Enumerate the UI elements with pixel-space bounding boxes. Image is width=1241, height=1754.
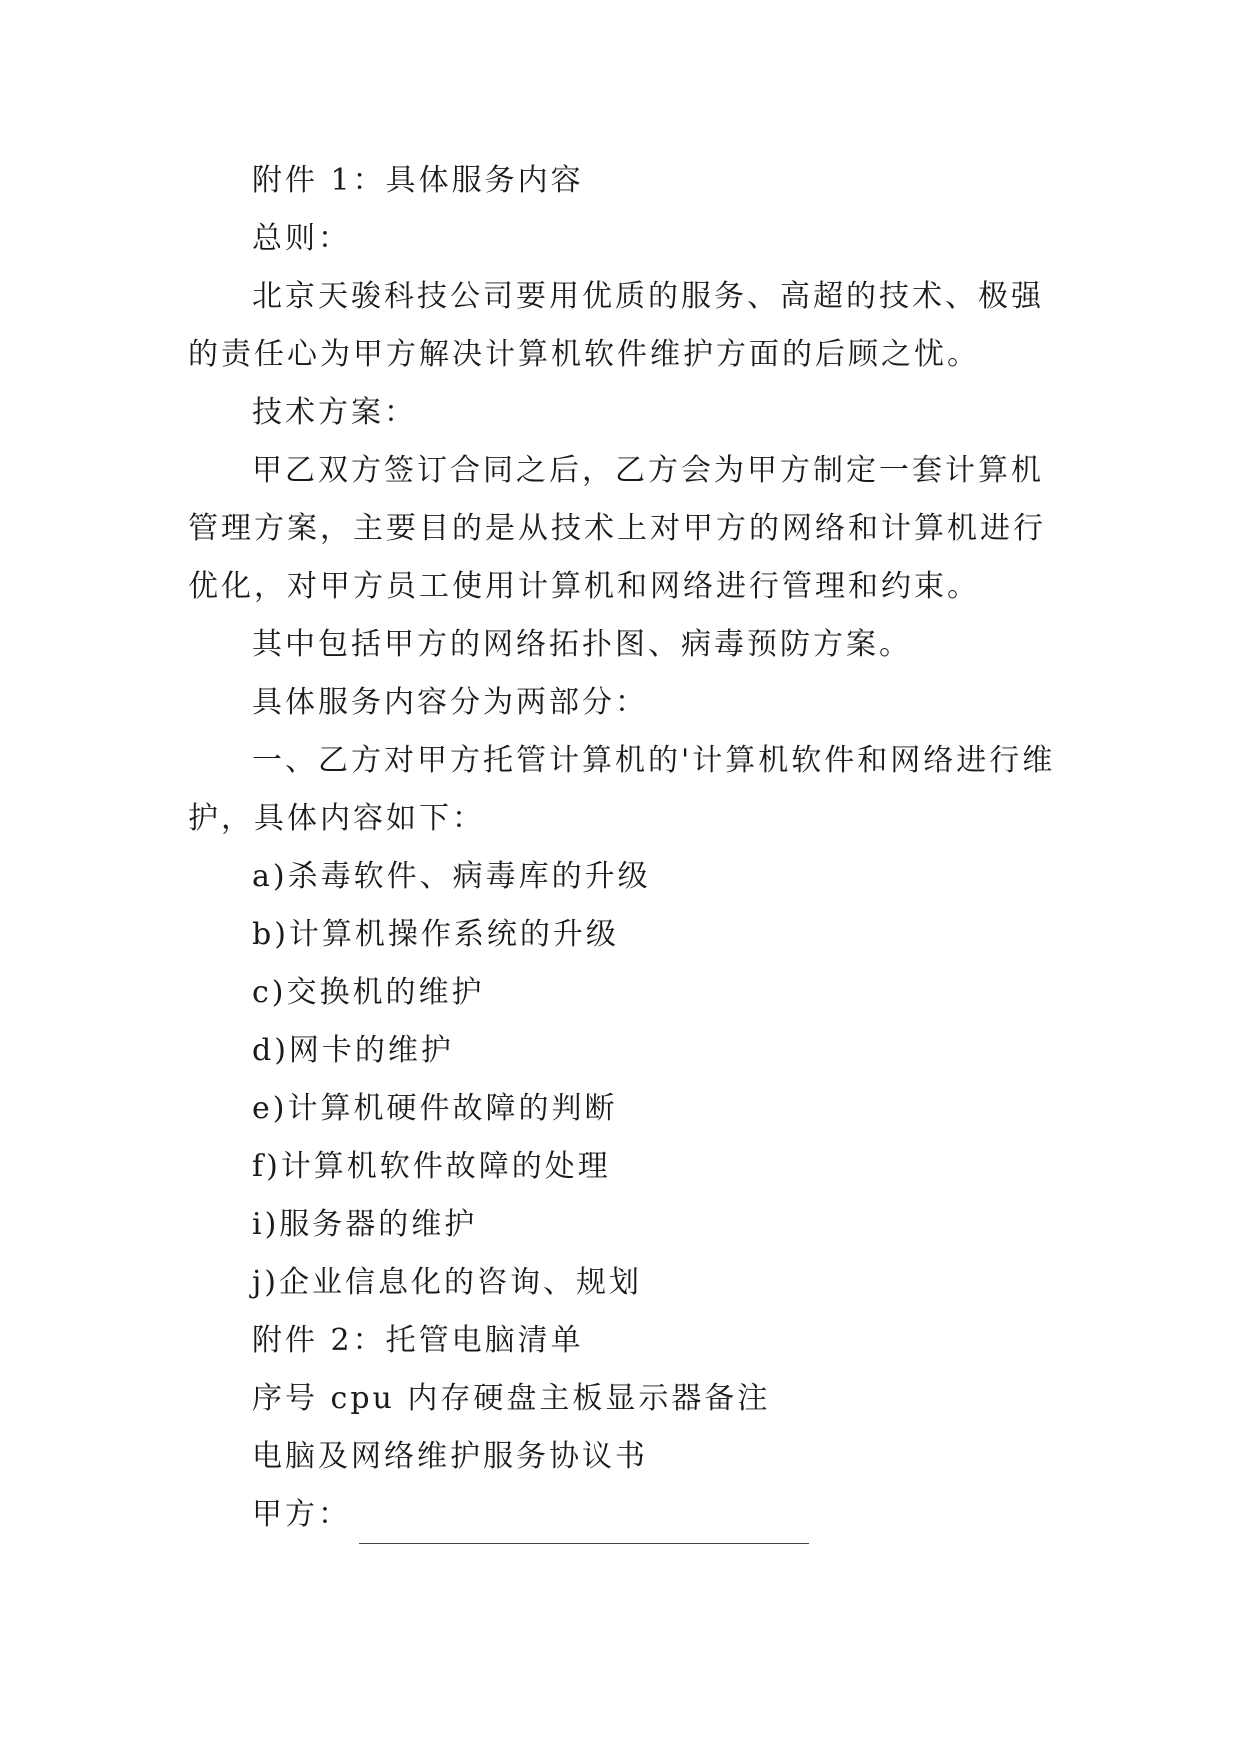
party-a-line xyxy=(188,1486,1068,1544)
tech-include-paragraph: 其中包括甲方的网络拓扑图、病毒预防方案。 xyxy=(252,627,912,662)
service-item: b)计算机操作系统的升级 xyxy=(252,917,619,952)
annex2-title: 附件 2：托管电脑清单 xyxy=(252,1323,584,1358)
general-heading: 总则： xyxy=(252,221,351,256)
service-split-paragraph: 具体服务内容分为两部分： xyxy=(252,685,648,720)
document-body xyxy=(188,152,1068,1544)
agreement-title: 电脑及网络维护服务协议书 xyxy=(252,1439,648,1474)
computer-list-header: 序号 cpu 内存硬盘主板显示器备注 xyxy=(252,1381,771,1416)
annex1-title: 附件 1：具体服务内容 xyxy=(252,163,584,198)
general-paragraph: 北京天骏科技公司要用优质的服务、高超的技术、极强的责任心为甲方解决计算机软件维护方面的后顾之忧。 xyxy=(188,279,1044,372)
service-item: e)计算机硬件故障的判断 xyxy=(252,1091,618,1126)
service-item: j)企业信息化的咨询、规划 xyxy=(252,1265,643,1300)
tech-paragraph: 甲乙双方签订合同之后，乙方会为甲方制定一套计算机管理方案，主要目的是从技术上对甲方的网络和计算机进行优化，对甲方员工使用计算机和网络进行管理和约束。 xyxy=(188,453,1046,604)
part1-paragraph: 一、乙方对甲方托管计算机的'计算机软件和网络进行维护，具体内容如下： xyxy=(188,743,1056,836)
service-item: c)交换机的维护 xyxy=(252,975,485,1010)
service-item: d)网卡的维护 xyxy=(252,1033,454,1068)
service-item: f)计算机软件故障的处理 xyxy=(252,1149,611,1184)
party-a-label: 甲方： xyxy=(252,1497,351,1532)
service-item: i)服务器的维护 xyxy=(252,1207,478,1242)
party-a-signature-blank xyxy=(359,1501,809,1544)
tech-heading: 技术方案： xyxy=(252,395,417,430)
service-item: a)杀毒软件、病毒库的升级 xyxy=(252,859,651,894)
